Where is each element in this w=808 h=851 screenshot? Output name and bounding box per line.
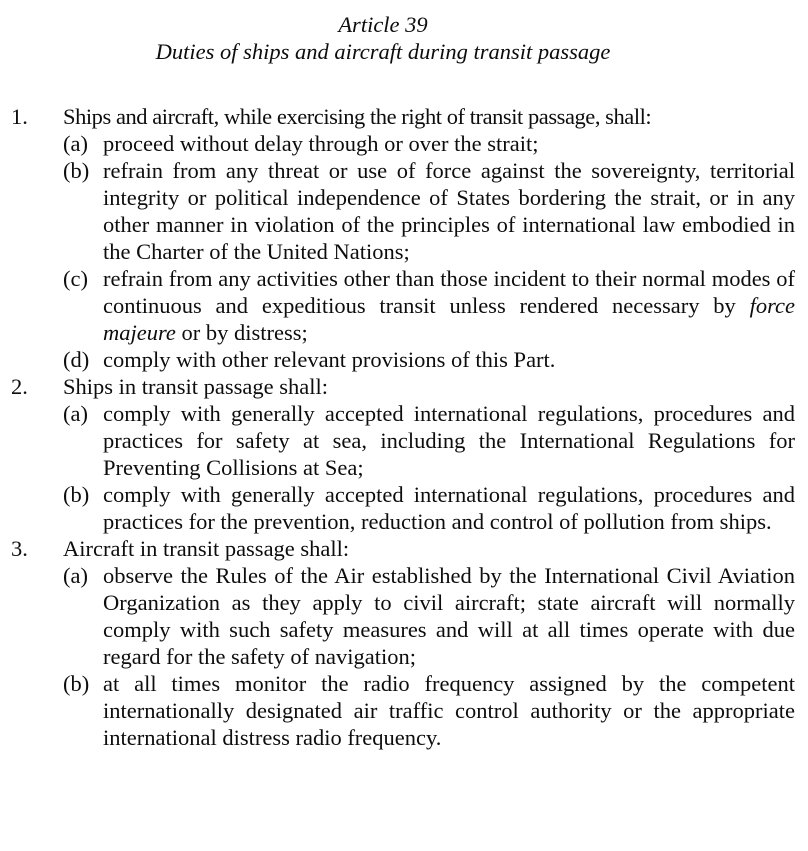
item-3	[11, 535, 795, 562]
item-1b-text: refrain from any threat or use of force against the sovereignty, territorial integrity or political independence of States bordering the strait, or in any other manner in violation of the principles of international law embodied in the Charter of the United Nations;	[103, 158, 795, 264]
item-3a	[11, 562, 795, 670]
article-body	[11, 103, 795, 751]
item-2	[11, 373, 795, 400]
item-3a-marker: (a)	[63, 563, 88, 588]
item-3b-text: at all times monitor the radio frequency assigned by the competent internationally designated air traffic control authority or the appropriate international distress radio frequency.	[103, 671, 795, 750]
item-1d-marker: (d)	[63, 347, 90, 372]
item-1a-marker: (a)	[63, 131, 88, 156]
item-1c-italic-phrase: force majeure	[103, 293, 795, 345]
item-2a-marker: (a)	[63, 401, 88, 426]
item-1-text: Ships and aircraft, while exercising the right of transit passage, shall:	[63, 104, 652, 129]
item-3a-text: observe the Rules of the Air established by the International Civil Aviation Organization as they apply to civil aircraft; state aircraft will normally comply with such safety measures and will at all times operate with due regard for the safety of navigation;	[103, 563, 795, 669]
item-2b	[11, 481, 795, 535]
item-3-text: Aircraft in transit passage shall:	[63, 536, 350, 561]
item-3-number: 3.	[11, 536, 28, 561]
item-1c	[11, 265, 795, 346]
article-heading	[11, 11, 795, 65]
item-1c-marker: (c)	[63, 266, 88, 291]
item-1c-text-before: refrain from any activities other than those incident to their normal modes of continuous and expeditious transit unless rendered necessary by	[103, 266, 795, 318]
item-1-number: 1.	[11, 104, 28, 129]
item-1d	[11, 346, 795, 373]
item-2a-text: comply with generally accepted international regulations, procedures and practices for safety at sea, including the International Regulations for Preventing Collisions at Sea;	[103, 401, 795, 480]
article-subtitle: Duties of ships and aircraft during transit passage	[155, 39, 611, 64]
item-3b-marker: (b)	[63, 671, 90, 696]
item-2a	[11, 400, 795, 481]
article-title: Article 39	[338, 12, 428, 37]
item-2b-text: comply with generally accepted international regulations, procedures and practices for the prevention, reduction and control of pollution from ships.	[103, 482, 795, 534]
item-2-number: 2.	[11, 374, 28, 399]
item-3b	[11, 670, 795, 751]
item-2-text: Ships in transit passage shall:	[63, 374, 328, 399]
item-1c-text-after: or by distress;	[175, 320, 308, 345]
item-2b-marker: (b)	[63, 482, 90, 507]
item-1b-marker: (b)	[63, 158, 90, 183]
item-1a	[11, 130, 795, 157]
item-1	[11, 103, 795, 130]
item-1b	[11, 157, 795, 265]
item-1d-text: comply with other relevant provisions of this Part.	[103, 347, 556, 372]
item-1a-text: proceed without delay through or over the strait;	[103, 131, 539, 156]
